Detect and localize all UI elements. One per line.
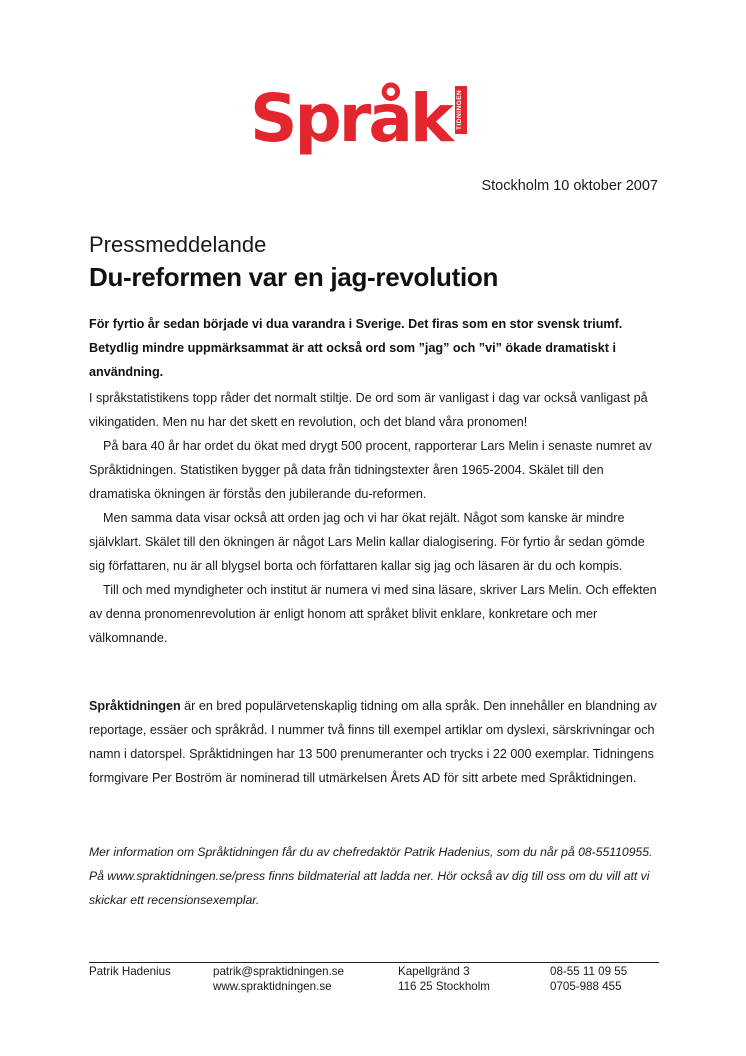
footer-city: 116 25 Stockholm (398, 980, 490, 993)
body-paragraph: På bara 40 år har ordet du ökat med drygt 500 procent, rapporterar Lars Melin i senaste numret av Språktidningen. Statistiken bygger på data från tidningstexter åren 1965-2004. Skälet till den dramatiska ökningen är förstås den jubilerande du-reformen. (89, 439, 652, 501)
footer-phone-mobile: 0705-988 455 (550, 980, 622, 993)
about-publication-name: Språktidningen (89, 699, 181, 713)
footer-website: www.spraktidningen.se (213, 980, 332, 993)
about-text: är en bred populärvetenskaplig tidning om alla språk. Den innehåller en blandning av reportage, essäer och språkråd. I nummer två finns till exempel artiklar om dyslexi, särskrivningar och namn i datorspel. Språktidningen har 13 500 prenumeranter och trycks i 22 000 exemplar. Tidningens formgivare Per Boström är nominerad till utmärkelsen Årets AD för sitt arbete med Språktidningen. (89, 699, 657, 785)
article-body (89, 386, 664, 650)
lead-paragraph: För fyrtio år sedan började vi dua varandra i Sverige. Det firas som en stor svensk triumf. Betydlig mindre uppmärksammat är att också ord som ”jag” och ”vi” ökade dramatiskt i användning. (89, 317, 623, 379)
footer-name: Patrik Hadenius (89, 965, 171, 978)
document-type-label: Pressmeddelande (89, 232, 267, 257)
body-paragraph: Till och med myndigheter och institut är numera vi med sina läsare, skriver Lars Melin. Och effekten av denna pronomenrevolution är enligt honom att språket blivit enklare, konkretare och mer välkomnande. (89, 583, 657, 645)
footer-address (398, 964, 490, 994)
footer-email: patrik@spraktidningen.se (213, 965, 344, 978)
body-paragraph: I språkstatistikens topp råder det normalt stiltje. De ord som är vanligast i dag var också vanligast på vikingatiden. Men nu har det skett en revolution, och det bland våra pronomen! (89, 391, 648, 429)
spraktidningen-logo (250, 78, 500, 168)
logo-wordmark: Språk (250, 80, 451, 157)
footer-phones (550, 964, 627, 994)
footer-divider (89, 962, 659, 963)
about-paragraph (89, 694, 664, 790)
footer-street: Kapellgränd 3 (398, 965, 470, 978)
more-info-paragraph: Mer information om Språktidningen får du av chefredaktör Patrik Hadenius, som du når på 08-55110955. På www.spraktidningen.se/press finns bildmaterial att ladda ner. Hör också av dig till oss om du vill att vi skickar ett recensionsexemplar. (89, 845, 653, 907)
dateline: Stockholm 10 oktober 2007 (481, 178, 658, 194)
footer-contact-name (89, 964, 171, 979)
headline: Du-reformen var en jag-revolution (89, 262, 499, 292)
logo-subtitle: TIDNINGEN (455, 86, 467, 134)
footer-online (213, 964, 344, 994)
body-paragraph: Men samma data visar också att orden jag och vi har ökat rejält. Något som kanske är mindre självklart. Skälet till den ökningen är något Lars Melin kallar dialogisering. För fyrtio år sedan gömde sig författaren, nu är all blygsel borta och författaren kallar sig jag och läsaren är du och kompis. (89, 511, 645, 573)
footer-phone-office: 08-55 11 09 55 (550, 965, 628, 978)
